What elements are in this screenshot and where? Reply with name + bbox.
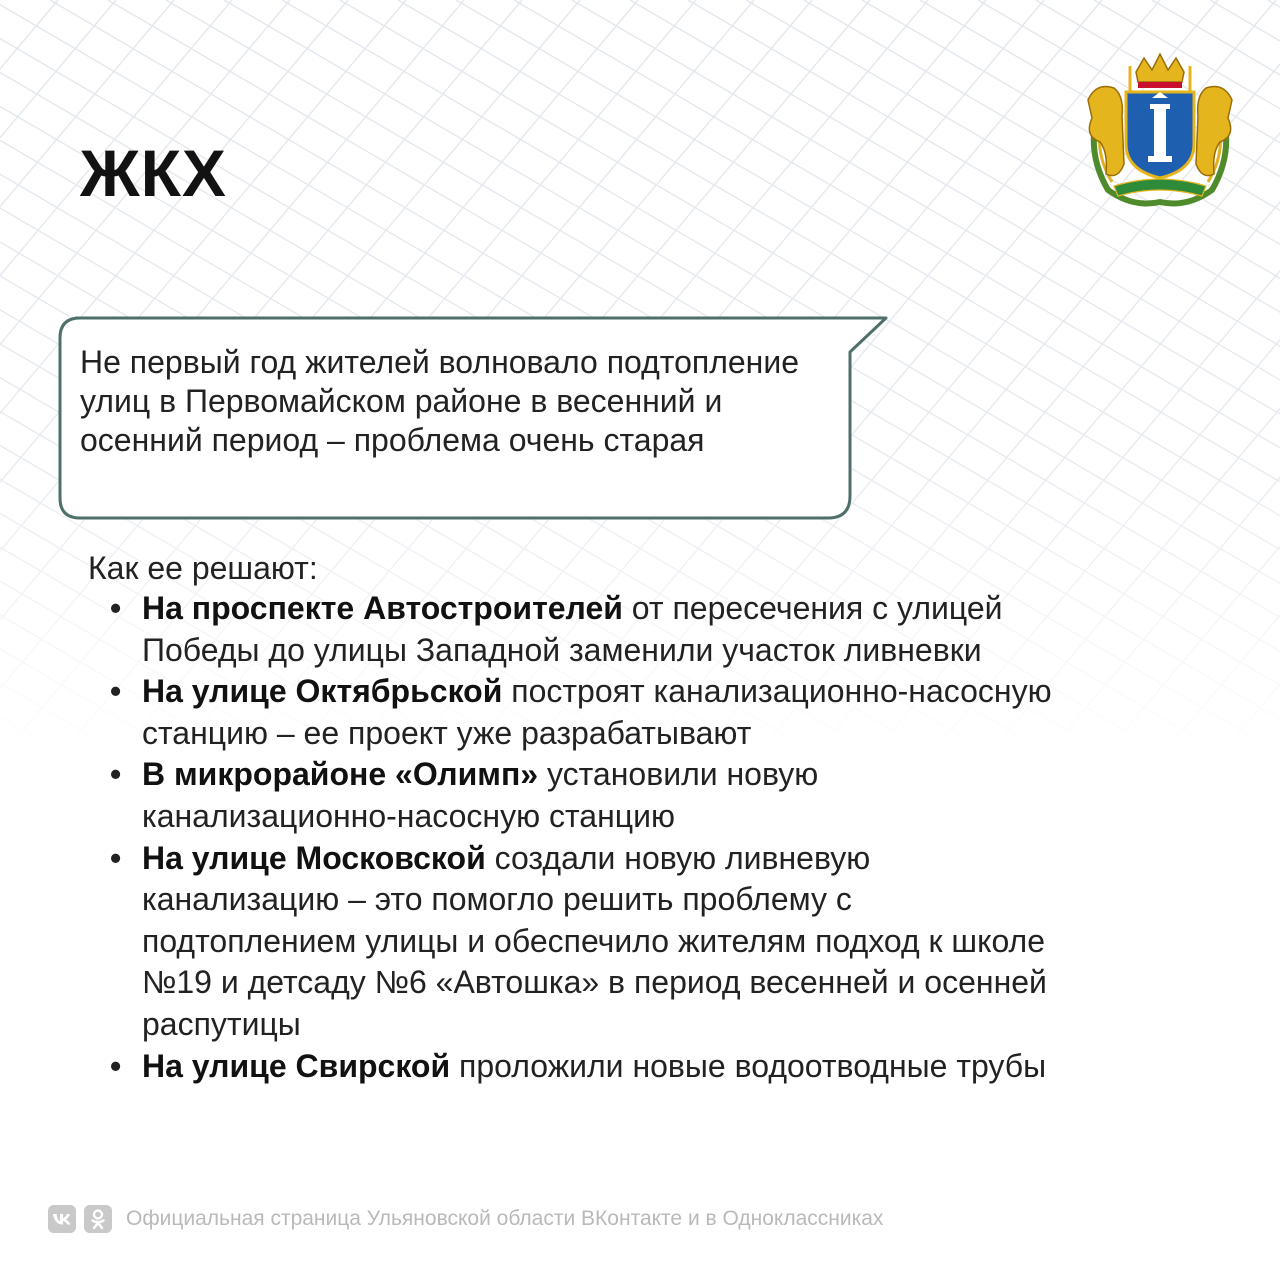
solutions-list: [108, 588, 1068, 1087]
bullet-icon: •: [110, 590, 122, 626]
problem-description: Не первый год жителей волновало подтопление улиц в Первомайском районе в весенний и осенний период – проблема очень старая: [80, 344, 800, 458]
ulyanovsk-coat-of-arms-icon: [1078, 52, 1242, 208]
list-item: [108, 671, 1068, 754]
list-item: [108, 1046, 1068, 1088]
bullet-icon: •: [110, 673, 122, 710]
list-item: [108, 588, 1068, 671]
vk-icon[interactable]: [48, 1205, 76, 1233]
page-title: ЖКХ: [80, 136, 227, 210]
item-highlight: На улице Октябрьской: [142, 673, 503, 710]
item-highlight: На улице Московской: [142, 839, 486, 876]
item-text: создали новую ливневую канализацию – это помогло решить проблему с подтоплением улицы и обеспечило жителям подход к школе №19 и детсаду №6 «Автошка» в период весенней и осенней распутицы: [142, 839, 1047, 1042]
item-highlight: На улице Свирской: [142, 1047, 451, 1084]
item-text: построят канализационно-насосную станцию – ее проект уже разрабатывают: [142, 673, 1052, 751]
odnoklassniki-icon[interactable]: [84, 1205, 112, 1233]
list-item: [108, 754, 1068, 837]
bullet-icon: •: [110, 839, 122, 876]
bullet-icon: •: [110, 1047, 122, 1084]
footer: [48, 1205, 883, 1233]
footer-text: Официальная страница Ульяновской области ВКонтакте и в Одноклассниках: [126, 1207, 884, 1230]
item-highlight: В микрорайоне «Олимп»: [142, 756, 539, 793]
item-text: проложили новые водоотводные трубы: [450, 1047, 1047, 1084]
bullet-icon: •: [110, 756, 122, 793]
item-text: установили новую канализационно-насосную станцию: [142, 756, 819, 834]
list-item: [108, 838, 1068, 1046]
solutions-heading: Как ее решают:: [88, 550, 318, 586]
item-highlight: На проспекте Автостроителей: [142, 590, 623, 626]
item-text: от пересечения с улицей Победы до улицы Западной заменили участок ливневки: [142, 590, 1003, 668]
